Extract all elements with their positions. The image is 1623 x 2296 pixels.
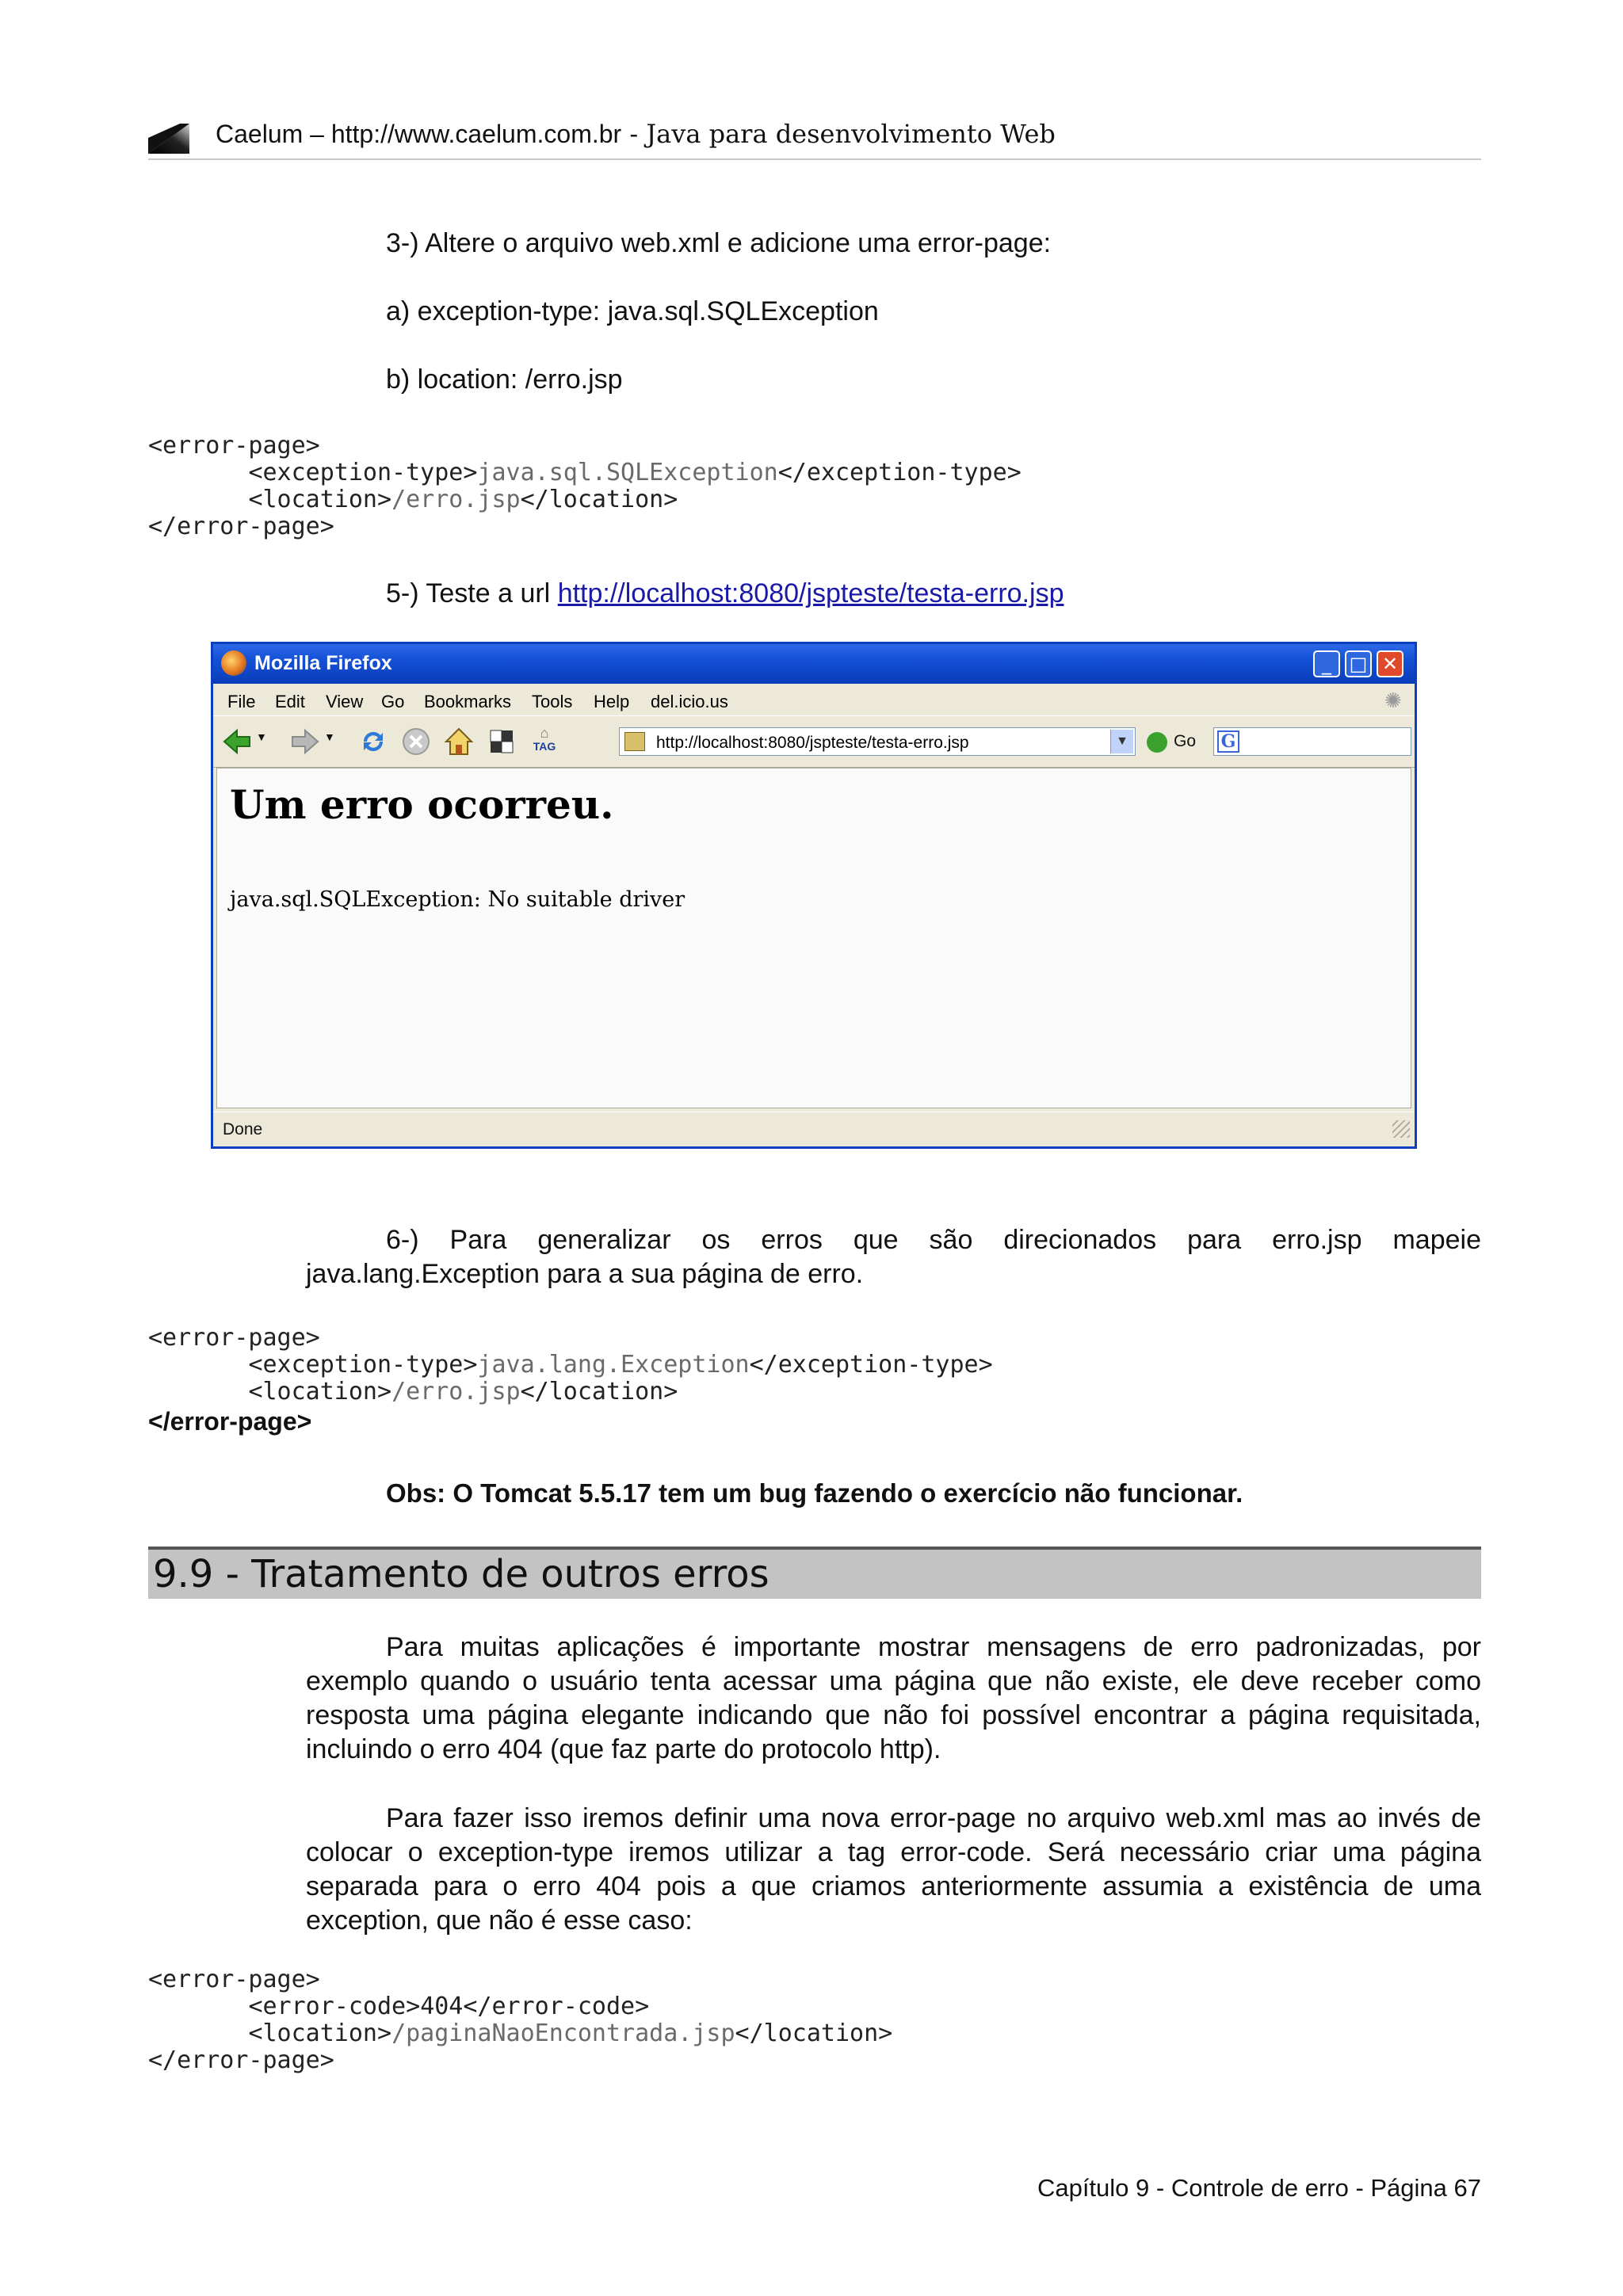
page-favicon-icon — [624, 732, 645, 751]
code-block-2 — [148, 1325, 993, 1405]
code-tag: </location> — [520, 486, 678, 513]
forward-arrow-icon[interactable] — [289, 726, 321, 757]
browser-status-bar — [213, 1112, 1415, 1147]
obs-note: Obs: O Tomcat 5.5.17 tem um bug fazendo o exercício não funcionar. — [386, 1478, 1243, 1508]
browser-title-bar — [213, 644, 1415, 684]
close-button[interactable]: ✕ — [1377, 650, 1403, 677]
tag-label: TAG — [533, 740, 556, 753]
go-button[interactable]: Go — [1174, 732, 1197, 750]
step6-text: 6-) Para generalizar os erros que são direcionados para erro.jsp mapeie java.lang.Exception para a sua página de erro. — [306, 1225, 1481, 1289]
step3-item-b: b) location: /erro.jsp — [386, 364, 623, 395]
tag-button[interactable] — [529, 726, 560, 757]
step3-item-a: a) exception-type: java.sql.SQLException — [386, 296, 879, 326]
go-arrow-icon[interactable] — [1147, 732, 1167, 753]
code-tag: </location> — [520, 1378, 678, 1405]
code-tag: </exception-type> — [749, 1351, 993, 1379]
throbber-icon: ✺ — [1384, 688, 1402, 712]
code-value: java.lang.Exception — [477, 1351, 750, 1379]
menu-help[interactable]: Help — [594, 692, 630, 711]
test-url-link[interactable]: http://localhost:8080/jspteste/testa-erro.jsp — [557, 578, 1064, 608]
code-tag: </location> — [735, 2019, 893, 2047]
paragraph-1: Para muitas aplicações é importante mostrar mensagens de erro padronizadas, por exemplo quando o usuário tenta acessar uma página que não existe, ele deve receber como resposta uma página elegante indicando que não foi possível encontrar a página requisitada, incluindo o erro 404 (que faz parte do protocolo http). — [306, 1632, 1481, 1764]
code-tag: </error-code> — [463, 1993, 650, 2020]
code-value: /paginaNaoEncontrada.jsp — [391, 2019, 735, 2047]
step5-text — [386, 577, 1064, 611]
code-value: java.sql.SQLException — [477, 459, 778, 486]
code-tag: <location> — [248, 2019, 392, 2047]
browser-title: Mozilla Firefox — [254, 652, 392, 674]
header-site-text: Caelum – http://www.caelum.com.br — [216, 120, 622, 148]
minimize-button[interactable]: _ — [1313, 650, 1340, 677]
menu-go[interactable]: Go — [381, 692, 405, 711]
browser-toolbar — [213, 715, 1415, 768]
menu-file[interactable]: File — [227, 692, 256, 711]
code-tag: <location> — [248, 486, 392, 513]
step5-label: 5-) Teste a url — [386, 578, 558, 608]
reload-icon[interactable] — [357, 726, 389, 757]
code-block-2-close: </error-page> — [148, 1407, 312, 1436]
menu-delicious[interactable]: del.icio.us — [651, 692, 728, 711]
code-line: </error-page> — [148, 2046, 334, 2074]
browser-content — [216, 768, 1411, 1108]
stop-icon[interactable] — [400, 726, 432, 757]
section-header — [148, 1547, 1481, 1599]
code-block-1 — [148, 433, 1022, 540]
code-line: </error-page> — [148, 513, 334, 540]
code-tag: <exception-type> — [248, 1351, 478, 1379]
search-box[interactable] — [1213, 727, 1411, 756]
section-title: 9.9 - Tratamento de outros erros — [153, 1552, 769, 1596]
error-page-message: java.sql.SQLException: No suitable driver — [230, 887, 685, 912]
back-arrow-icon[interactable] — [221, 726, 253, 757]
google-search-icon: G — [1217, 730, 1239, 753]
page-header — [216, 119, 1056, 149]
address-bar[interactable] — [619, 727, 1136, 756]
code-tag: </exception-type> — [777, 459, 1022, 486]
forward-dropdown-icon[interactable]: ▼ — [324, 732, 335, 744]
code-block-3 — [148, 1966, 892, 2074]
header-course-text: - Java para desenvolvimento Web — [621, 119, 1056, 149]
caelum-logo-icon — [148, 124, 189, 154]
maximize-button[interactable]: □ — [1345, 650, 1372, 677]
menu-view[interactable]: View — [326, 692, 364, 711]
bookmark-tool-icon[interactable] — [486, 726, 517, 757]
code-tag: <location> — [248, 1378, 392, 1405]
code-tag: <exception-type> — [248, 459, 478, 486]
code-line: <error-page> — [148, 432, 320, 460]
menu-edit[interactable]: Edit — [275, 692, 305, 711]
home-icon[interactable] — [443, 726, 475, 757]
page-footer: Capítulo 9 - Controle de erro - Página 67 — [1037, 2174, 1481, 2202]
address-dropdown-icon[interactable]: ▼ — [1110, 730, 1133, 753]
back-dropdown-icon[interactable]: ▼ — [256, 732, 267, 744]
browser-menu-bar — [213, 684, 1415, 715]
code-tag: <error-code> — [248, 1993, 421, 2020]
code-value: /erro.jsp — [391, 1378, 521, 1405]
menu-bookmarks[interactable]: Bookmarks — [424, 692, 512, 711]
header-divider — [148, 158, 1481, 160]
firefox-logo-icon — [221, 650, 246, 676]
step3-intro: 3-) Altere o arquivo web.xml e adicione uma error-page: — [386, 228, 1052, 258]
error-page-heading: Um erro ocorreu. — [230, 781, 614, 828]
code-value: 404 — [420, 1993, 464, 2020]
firefox-window-screenshot — [211, 642, 1417, 1149]
paragraph-2: Para fazer isso iremos definir uma nova error-page no arquivo web.xml mas ao invés de colocar o exception-type iremos utilizar a tag error-code. Será necessário criar uma página separada para o erro 404 pois a que criamos anteriormente assumia a existência de uma exception, que não é esse caso: — [306, 1803, 1481, 1936]
status-text: Done — [223, 1120, 263, 1138]
tag-icon: ⌂ — [540, 725, 549, 741]
menu-tools[interactable]: Tools — [532, 692, 573, 711]
code-line: <error-page> — [148, 1324, 320, 1352]
address-text: http://localhost:8080/jspteste/testa-erro.jsp — [656, 734, 969, 752]
code-value: /erro.jsp — [391, 486, 521, 513]
code-line: <error-page> — [148, 1966, 320, 1993]
resize-grip-icon[interactable] — [1392, 1120, 1410, 1138]
